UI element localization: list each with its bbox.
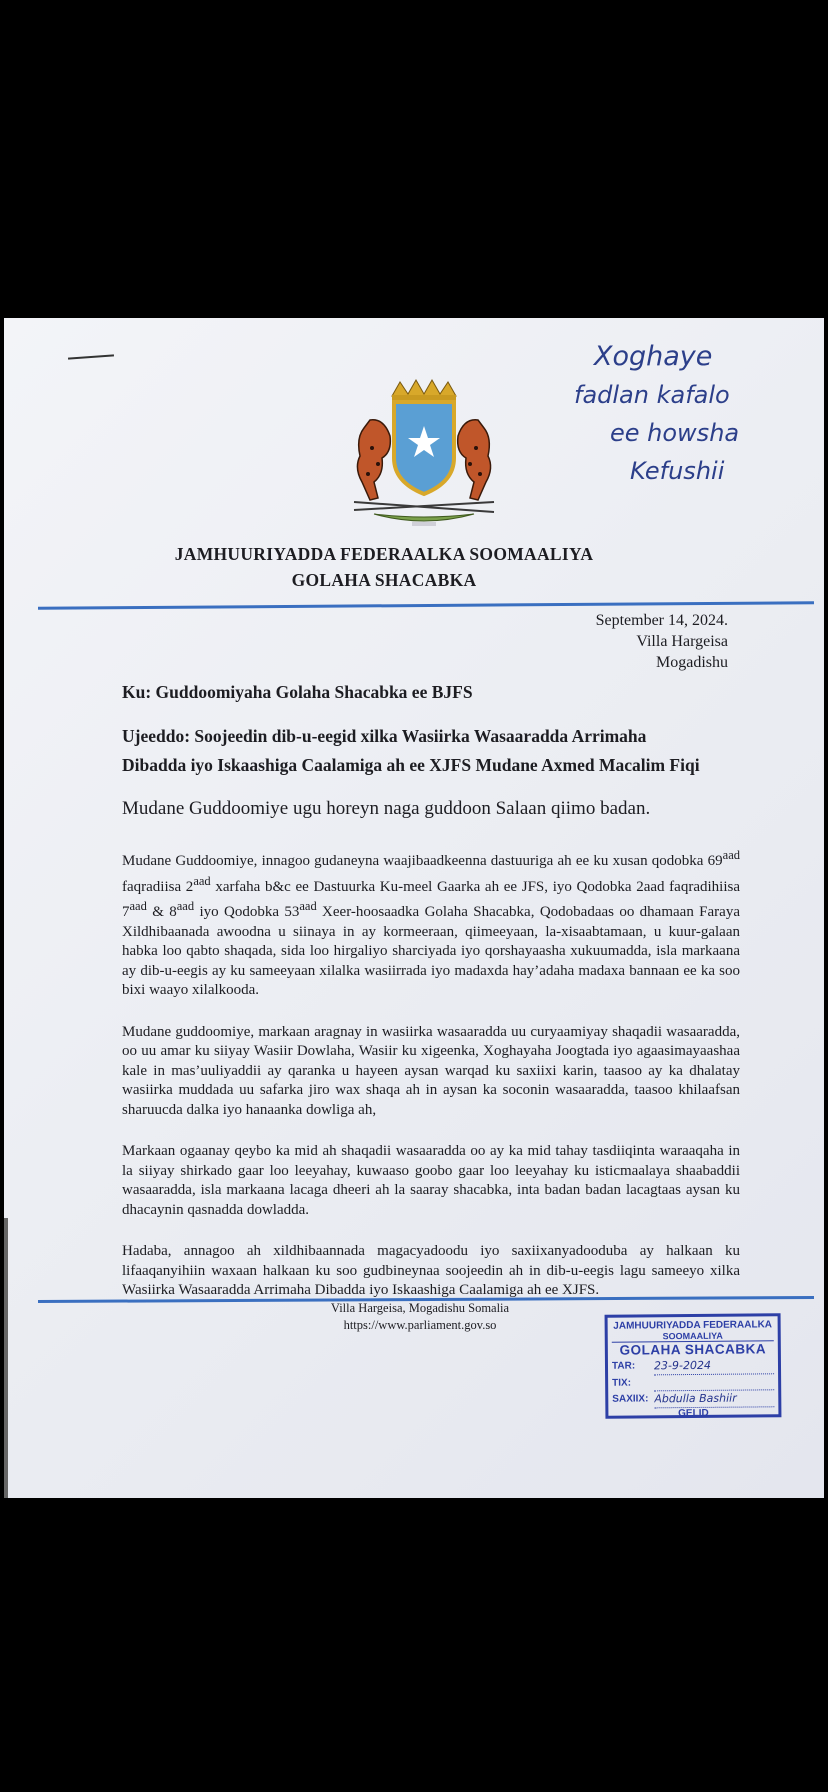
- stamp-main: GOLAHA SHACABKA: [619, 1341, 767, 1358]
- stamp-subtitle: SOOMAALIYA: [612, 1330, 774, 1342]
- stamp-title: JAMHUURIYADDA FEDERAALKA: [613, 1319, 773, 1332]
- subject-line: Ujeeddo: Soojeedin dib-u-eegid xilka Wasiirka Wasaaradda Arrimaha: [122, 726, 647, 746]
- page-edge-shadow: [4, 1218, 8, 1498]
- pen-stroke-mark: [68, 354, 114, 359]
- body-text: Mudane Guddoomiye, innagoo gudaneyna waajibaadkeenna dastuuriga ah ee ku xusan qodobka 69: [122, 853, 723, 869]
- body-text: iyo Qodobka 53: [194, 904, 300, 920]
- body-paragraph: Mudane guddoomiye, markaan aragnay in wasiirka wasaaradda uu curyaamiyay shaqadii wasaaradda, oo uu amar ku siiyay Wasiir Dowlaha, Wasiir ku xigeenka, Xoghayaha Joogtada iyo agaasimayaashaa kale in mas’uuliyaddii ay qaranka u hayeen aysan warqad ku saxiixi karin, taasoo ay ka dhalatay wasiirka muddada uu safarka jiro wax shaqa ah in aysan ka soconin wasaaradda, taasoo khilaafsan sharuucda dalka iyo hanaanka dowliga ah,: [122, 1023, 740, 1118]
- letter-city: Mogadishu: [656, 654, 728, 671]
- body-paragraph: [122, 846, 740, 1001]
- handnote-line: fadlan kafalo: [574, 381, 730, 409]
- ordinal-suffix: aad: [193, 873, 211, 888]
- stamp-date-label: TAR:: [611, 1360, 636, 1372]
- recipient-line: Ku: Guddoomiyaha Golaha Shacabka ee BJFS: [122, 682, 473, 702]
- stamp-signature-label: SAXIIX:: [612, 1393, 649, 1405]
- stamp-ref-row: [612, 1374, 774, 1391]
- footer-address: Villa Hargeisa, Mogadishu Somalia: [330, 1301, 510, 1315]
- handnote-line: Kefushii: [630, 457, 725, 485]
- received-stamp: [605, 1313, 782, 1419]
- body-paragraph: Markaan ogaanay qeybo ka mid ah shaqadii wasaaradda oo ay ka mid tahay tasdiiqinta waraaqaha in la siiyay shirkado gaar loo leeyahay, kuwaaso goobo gaar loo leeyahay ku isticmaalaya shaabaddii wasaaradda, isla markaana lacaga dheeri ah la saaray shacabka, inta badan badan lacagtaas aysan ku dhacaynin qasnadda dowladda.: [122, 1143, 740, 1218]
- handnote-line: ee howsha: [610, 419, 740, 447]
- footer-website-link[interactable]: https://www.parliament.gov.so: [343, 1318, 497, 1332]
- stamp-signature-value: Abdulla Bashiir: [654, 1390, 774, 1408]
- ordinal-suffix: aad: [176, 899, 195, 913]
- stamp-footer: GELID: [678, 1407, 709, 1420]
- handnote-line: Xoghaye: [594, 341, 713, 372]
- somalia-coat-of-arms-icon: [334, 378, 514, 538]
- letterhead-title: JAMHUURIYADDA FEDERAALKA SOOMAALIYA: [174, 544, 594, 564]
- footer-address-block: [300, 1300, 540, 1334]
- subject-line: Dibadda iyo Iskaashiga Caalamiga ah ee XJFS Mudane Axmed Macalim Fiqi: [122, 755, 700, 775]
- stamp-ref-label: TIX:: [612, 1377, 632, 1389]
- body-text: & 8: [146, 904, 177, 920]
- body-text: faqradiisa 2: [122, 878, 194, 895]
- header-divider: [38, 601, 814, 609]
- handwritten-note: [574, 338, 814, 490]
- ordinal-suffix: aad: [299, 899, 317, 913]
- subject-block: [122, 722, 762, 780]
- letter-page: [4, 318, 824, 1498]
- body-text: xarfaha b&c ee Dastuurka Ku-meel Gaarka ah ee JFS, iyo Qodobka 2aad faqradihiisa 7: [122, 878, 740, 920]
- letterhead-subtitle: GOLAHA SHACABKA: [291, 570, 477, 590]
- stamp-signature-row: [612, 1390, 774, 1408]
- body-paragraph: Hadaba, annagoo ah xildhibaannada magacyadoodu iyo saxiixanyadooduba ay halkaan ku lifaaqanyihiin waxaan halkaan ku soo gudbineynaa soojeedin ah in dib-u-eegis lagu sameeyo xilka Wasiirka Wasaaradda Arrimaha Dibadda iyo Iskaashiga Caalamiga ah ee XJFS.: [122, 1243, 740, 1298]
- stamp-date-value: 23-9-2024: [654, 1357, 774, 1375]
- ordinal-suffix: aad: [722, 848, 740, 862]
- letter-date: September 14, 2024.: [595, 612, 728, 629]
- stamp-ref-value: [654, 1374, 774, 1391]
- body-text: Xeer-hoosaadka Golaha Shacabka, Qodobadaas oo dhamaan Faraya Xildhibaanada awoodna u siinaya in ay kormeeraan, qiimeeyaan, la-xisaabtamaan, u kuur-galaan habka loo qabto shaqada, sida loo hirgaliyo sharciyada iyo qorshayaasha xukuumadda, isla markaana ay dib-u-eegis ay ku sameeyaan xilalka wasiirrada iyo madaxda hay’adaha madaxa bannaan ee ka soo bixi waayo xilalkooda.: [122, 904, 740, 998]
- greeting: Mudane Guddoomiye ugu horeyn naga guddoon Salaan qiimo badan.: [122, 798, 651, 819]
- letter-location: Villa Hargeisa: [636, 633, 728, 650]
- dateline: [596, 610, 728, 673]
- letter-body: [122, 846, 740, 1323]
- stamp-date-row: [612, 1357, 774, 1375]
- ordinal-suffix: aad: [129, 899, 147, 913]
